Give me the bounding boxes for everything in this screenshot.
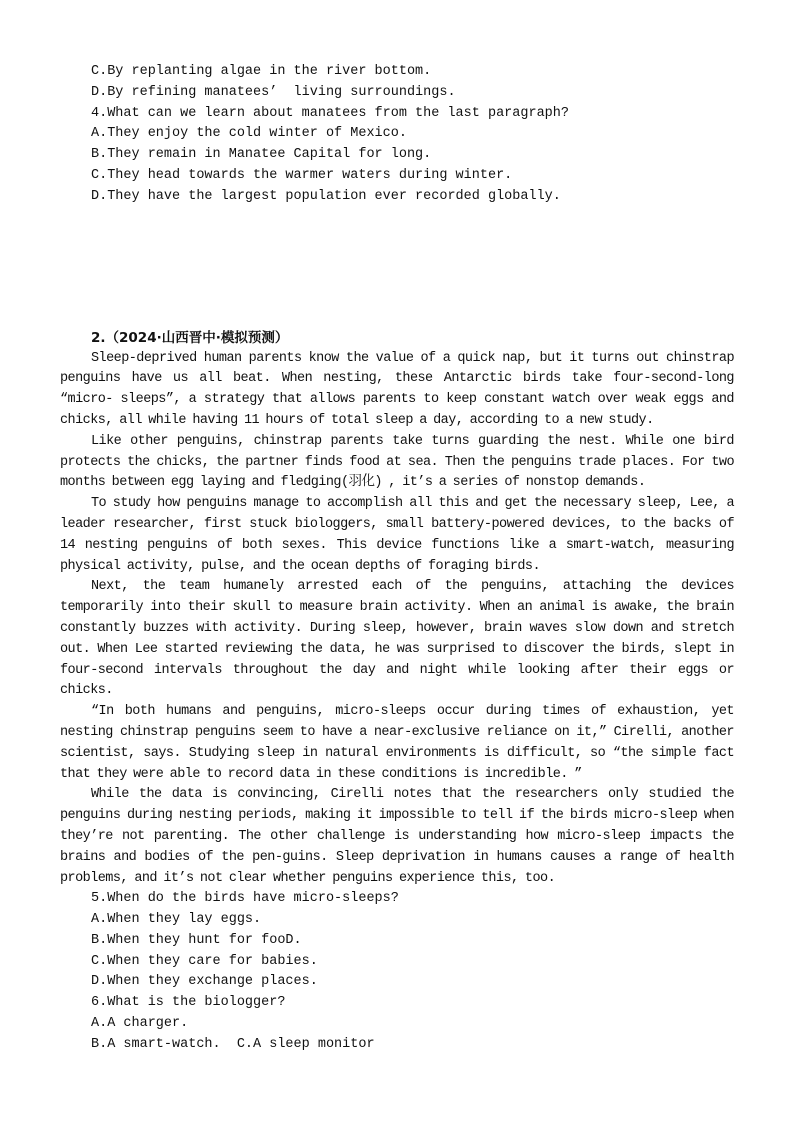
option-line: C.They head towards the warmer waters during winter.	[91, 167, 513, 183]
paragraph: While the data is convincing, Cirelli notes that the researchers only studied the penguins during nesting periods, making it impossible to tell if the birds micro-sleep when they’re not parenting. The other challenge is understanding how micro-sleep impacts the brains and bodies of the pen-guins. Sleep deprivation in humans causes a range of health problems, and it’s not clear whether penguins experience this, too.	[60, 787, 734, 886]
option-line: D.They have the largest population ever recorded globally.	[91, 188, 561, 204]
option-line: B.They remain in Manatee Capital for long.	[91, 147, 432, 163]
option-line: C.When they care for babies.	[91, 953, 318, 969]
blank-space	[60, 208, 734, 328]
option-line: B.When they hunt for fooD.	[91, 932, 302, 948]
question-line: 5.When do the birds have micro-sleeps?	[91, 891, 399, 907]
passage-2-questions	[60, 889, 734, 1055]
paragraph: To study how penguins manage to accomplish all this and get the necessary sleep, Lee, a leader researcher, first stuck biologgers, small battery-powered devices, to the backs of 14 nesting penguins of both sexes. This device functions like a smart-watch, measuring physical activity, pulse, and the ocean depths of foraging birds.	[60, 496, 734, 574]
paragraph: Next, the team humanely arrested each of the penguins, attaching the devices temporarily into their skull to measure brain activity. When an animal is awake, the brain constantly buzzes with activity. During sleep, however, brain waves slow down and stretch out. When Lee started reviewing the data, he was surprised to discover the birds, slept in four-second intervals throughout the day and night while looking after their eggs or chicks.	[60, 579, 734, 699]
question-line: 6.What is the biologger?	[91, 995, 286, 1011]
option-line: B.A smart-watch. C.A sleep monitor	[91, 1036, 375, 1052]
paragraph: “In both humans and penguins, micro-sleeps occur during times of exhaustion, yet nesting chinstrap penguins seem to have a near-exclusive reliance on it,” Cirelli, another scientist, says. Studying sleep in natural environments is difficult, so “the simple fact that they were able to record data in these conditions is incredible. ”	[60, 704, 734, 782]
question-line: 4.What can we learn about manatees from the last paragraph?	[91, 105, 569, 121]
passage-heading: 2.（2024·山西晋中·模拟预测）	[91, 329, 289, 346]
passage-2	[60, 328, 734, 890]
option-line: A.A charger.	[91, 1016, 189, 1032]
option-line: D.By refining manatees’ living surroundings.	[91, 84, 456, 100]
option-line: D.When they exchange places.	[91, 974, 318, 990]
document-page	[60, 62, 734, 1056]
paragraph: Like other penguins, chinstrap parents take turns guarding the nest. While one bird protects the chicks, the partner finds food at sea. Then the penguins trade places. For two months between egg laying and fledging(羽化) , it’s a series of nonstop demands.	[60, 433, 734, 491]
option-line: A.When they lay eggs.	[91, 912, 262, 928]
option-line: C.By replanting algae in the river bottom.	[91, 64, 432, 79]
paragraph: Sleep-deprived human parents know the value of a quick nap, but it turns out chinstrap penguins have us all beat. When nesting, these Antarctic birds take four-second-long “micro- sleeps”, a strategy that allows parents to keep constant watch over weak eggs and chicks, all while having 11 hours of total sleep a day, according to a new study.	[60, 350, 734, 428]
previous-question-options	[60, 62, 734, 208]
option-line: A.They enjoy the cold winter of Mexico.	[91, 126, 407, 142]
